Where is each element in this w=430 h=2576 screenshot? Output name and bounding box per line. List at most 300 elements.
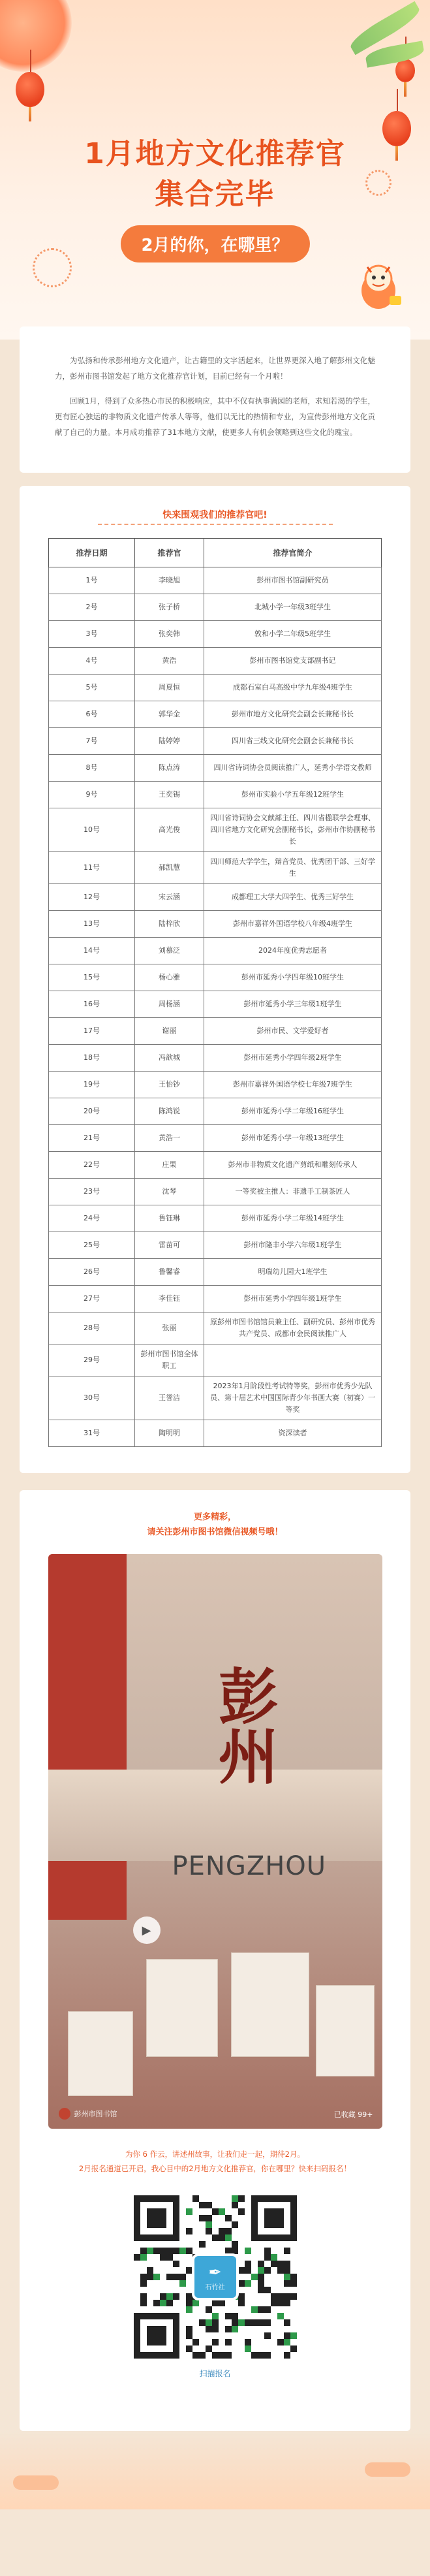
qr-module xyxy=(206,2221,212,2228)
qr-module xyxy=(153,2248,160,2254)
qr-module xyxy=(147,2248,153,2254)
video-english-text: PENGZHOU xyxy=(172,1851,327,1881)
column-header: 推荐日期 xyxy=(49,539,135,567)
qr-module xyxy=(258,2261,264,2267)
channel-avatar xyxy=(59,2108,70,2120)
table-row xyxy=(49,852,382,884)
qr-module xyxy=(232,2195,238,2202)
hero-banner xyxy=(0,0,430,340)
channel-name: 彭州市图书馆 xyxy=(74,2110,117,2118)
qr-module xyxy=(238,2208,245,2215)
qr-module xyxy=(192,2300,199,2306)
table-row xyxy=(49,782,382,808)
qr-logo xyxy=(192,2253,239,2300)
intro-cell: 彭州市延秀小学四年级1班学生 xyxy=(204,1286,382,1312)
qr-module xyxy=(212,2300,219,2306)
intro-cell: 一等奖被主推人：非遗手工制茶匠人 xyxy=(204,1179,382,1205)
table-row xyxy=(49,648,382,675)
recommender-cell: 鲁馨睿 xyxy=(135,1259,204,1286)
qr-module xyxy=(140,2254,147,2261)
dragon-mascot-icon xyxy=(353,258,404,311)
qr-module xyxy=(284,2332,290,2339)
date-cell: 23号 xyxy=(49,1179,135,1205)
recommender-cell: 郭华金 xyxy=(135,701,204,728)
intro-cell: 四川省诗词协会文献部主任、四川省楹联学会理事、四川省地方文化研究会副秘书长，彭州市作协副秘书长 xyxy=(204,808,382,852)
table-row xyxy=(49,991,382,1018)
qr-logo-text: 石竹社 xyxy=(205,2283,225,2291)
table-row xyxy=(49,1205,382,1232)
qr-module xyxy=(238,2293,245,2300)
table-row xyxy=(49,1344,382,1376)
table-row xyxy=(49,701,382,728)
intro-cell: 彭州市嘉祥外国语学校七年级7班学生 xyxy=(204,1072,382,1098)
table-body xyxy=(49,567,382,1447)
date-cell: 17号 xyxy=(49,1018,135,1045)
qr-module xyxy=(179,2248,186,2254)
date-cell: 1号 xyxy=(49,567,135,594)
book-decor xyxy=(146,1959,218,2057)
qr-module xyxy=(166,2300,173,2306)
table-row xyxy=(49,755,382,782)
qr-module xyxy=(219,2208,225,2215)
qr-module xyxy=(290,2274,297,2280)
qr-module xyxy=(225,2339,232,2345)
date-cell: 19号 xyxy=(49,1072,135,1098)
qr-module xyxy=(238,2280,245,2287)
cta-block xyxy=(46,2147,384,2176)
recommender-cell: 张奕韩 xyxy=(135,621,204,648)
qr-module xyxy=(290,2345,297,2352)
qr-module xyxy=(232,2319,238,2326)
qr-module xyxy=(284,2300,290,2306)
intro-cell: 彭州市延秀小学四年级2班学生 xyxy=(204,1045,382,1072)
qr-module xyxy=(206,2319,212,2326)
recommender-table-card xyxy=(20,486,410,1473)
qr-module xyxy=(199,2215,206,2221)
qr-module xyxy=(160,2300,166,2306)
red-banner-decor xyxy=(48,1554,127,1920)
qr-module xyxy=(186,2208,192,2215)
recommender-cell: 庄果 xyxy=(135,1152,204,1179)
qr-module xyxy=(238,2267,245,2274)
qr-module xyxy=(277,2313,284,2319)
recommender-cell: 雷苗可 xyxy=(135,1232,204,1259)
qr-module xyxy=(186,2326,192,2332)
qr-module xyxy=(258,2274,264,2280)
qr-module xyxy=(232,2313,238,2319)
table-row xyxy=(49,1259,382,1286)
intro-cell: 彭州市延秀小学四年级10班学生 xyxy=(204,964,382,991)
intro-cell: 彭州市隆丰小学六年级1班学生 xyxy=(204,1232,382,1259)
book-decor xyxy=(316,1985,375,2076)
qr-module xyxy=(245,2261,251,2267)
qr-module xyxy=(264,2332,271,2339)
recommender-cell: 王奕锡 xyxy=(135,782,204,808)
table-row xyxy=(49,938,382,964)
recommender-table xyxy=(48,538,382,1447)
qr-module xyxy=(212,2234,219,2241)
qr-module xyxy=(160,2293,166,2300)
video-likes: 已收藏 99+ xyxy=(333,2110,373,2119)
table-row xyxy=(49,884,382,911)
qr-module xyxy=(199,2202,206,2208)
qr-module xyxy=(258,2267,264,2274)
qr-module xyxy=(238,2300,245,2306)
qr-module xyxy=(284,2261,290,2267)
date-cell: 13号 xyxy=(49,911,135,938)
date-cell: 28号 xyxy=(49,1312,135,1344)
qr-module xyxy=(140,2293,147,2300)
recommender-cell: 李佳钰 xyxy=(135,1286,204,1312)
date-cell: 8号 xyxy=(49,755,135,782)
table-row xyxy=(49,964,382,991)
date-cell: 30号 xyxy=(49,1376,135,1420)
cloud-decor xyxy=(13,2475,59,2490)
qr-module xyxy=(232,2241,238,2248)
qr-module xyxy=(264,2319,271,2326)
more-title: 更多精彩， xyxy=(193,1512,236,1522)
qr-module xyxy=(264,2352,271,2359)
qr-module xyxy=(271,2293,277,2300)
intro-cell: 成都石室白马高级中学九年级4班学生 xyxy=(204,675,382,701)
table-header-row xyxy=(49,539,382,567)
qr-module xyxy=(258,2280,264,2287)
qr-module xyxy=(232,2221,238,2228)
recommender-cell: 李晓旭 xyxy=(135,567,204,594)
qr-module xyxy=(173,2274,179,2280)
feather-icon: ✒ xyxy=(208,2263,222,2282)
qr-module xyxy=(284,2339,290,2345)
qr-module xyxy=(140,2274,147,2280)
qr-module xyxy=(160,2254,166,2261)
intro-cell: 彭州市民、文学爱好者 xyxy=(204,1018,382,1045)
qr-module xyxy=(134,2254,140,2261)
intro-cell: 明瑞幼儿园大1班学生 xyxy=(204,1259,382,1286)
intro-cell: 彭州市非物质文化遗产剪纸和雕刻传承人 xyxy=(204,1152,382,1179)
qr-module xyxy=(258,2352,264,2359)
qr-module xyxy=(212,2352,219,2359)
qr-module xyxy=(245,2280,251,2287)
date-cell: 6号 xyxy=(49,701,135,728)
title-line-1: 1月地方文化推荐官 xyxy=(84,137,346,170)
qr-module xyxy=(284,2319,290,2326)
table-row xyxy=(49,567,382,594)
qr-module xyxy=(186,2248,192,2254)
date-cell: 18号 xyxy=(49,1045,135,1072)
intro-card xyxy=(20,326,410,473)
qr-module xyxy=(277,2261,284,2267)
date-cell: 21号 xyxy=(49,1125,135,1152)
play-icon: ▶ xyxy=(142,1923,151,1937)
qr-module xyxy=(232,2326,238,2332)
intro-cell: 彭州市地方文化研究会副会长兼秘书长 xyxy=(204,701,382,728)
qr-module xyxy=(206,2326,212,2332)
qr-module xyxy=(225,2215,232,2221)
firework-icon xyxy=(33,248,72,287)
intro-cell: 成都理工大学大四学生、优秀三好学生 xyxy=(204,884,382,911)
qr-module xyxy=(245,2248,251,2254)
qr-module xyxy=(251,2352,258,2359)
qr-module xyxy=(140,2300,147,2306)
video-player[interactable] xyxy=(48,1554,382,2129)
recommender-cell: 王誉洁 xyxy=(135,1376,204,1420)
cloud-decor xyxy=(365,2462,410,2477)
table-row xyxy=(49,1286,382,1312)
intro-cell: 彭州市图书馆副研究员 xyxy=(204,567,382,594)
table-row xyxy=(49,808,382,852)
recommender-cell: 刘慕泛 xyxy=(135,938,204,964)
qr-module xyxy=(284,2274,290,2280)
intro-cell: 彭州市延秀小学二年级16班学生 xyxy=(204,1098,382,1125)
qr-module xyxy=(264,2287,271,2293)
date-cell: 20号 xyxy=(49,1098,135,1125)
qr-module xyxy=(277,2300,284,2306)
intro-cell xyxy=(204,1344,382,1376)
date-cell: 4号 xyxy=(49,648,135,675)
intro-cell: 原彭州市图书馆馆员兼主任、副研究员、彭州市优秀共产党员、成都市金民阅读推广人 xyxy=(204,1312,382,1344)
date-cell: 15号 xyxy=(49,964,135,991)
qr-module xyxy=(166,2293,173,2300)
intro-cell: 2024年度优秀志愿者 xyxy=(204,938,382,964)
qr-module xyxy=(271,2300,277,2306)
subtitle-pill: 2月的你，在哪里？ xyxy=(120,225,309,262)
lantern-icon xyxy=(395,59,415,82)
recommender-cell: 张子桥 xyxy=(135,594,204,621)
table-row xyxy=(49,1420,382,1447)
qr-module xyxy=(206,2228,212,2234)
video-vertical-text: 彭州 xyxy=(208,1665,279,1785)
qr-module xyxy=(199,2319,206,2326)
qr-module xyxy=(179,2280,186,2287)
date-cell: 16号 xyxy=(49,991,135,1018)
column-header: 推荐官简介 xyxy=(204,539,382,567)
recommender-cell: 杨心雅 xyxy=(135,964,204,991)
qr-module xyxy=(186,2345,192,2352)
lantern-icon xyxy=(16,72,44,107)
recommender-cell: 黄浩一 xyxy=(135,1125,204,1152)
recommender-cell: 陈点涛 xyxy=(135,755,204,782)
recommender-cell: 冯歆城 xyxy=(135,1045,204,1072)
qr-module xyxy=(225,2234,232,2241)
table-row xyxy=(49,1125,382,1152)
qr-module xyxy=(192,2339,199,2345)
qr-module xyxy=(140,2248,147,2254)
qr-module xyxy=(186,2332,192,2339)
recommender-cell: 彭州市图书馆全体职工 xyxy=(135,1344,204,1376)
qr-module xyxy=(140,2280,147,2287)
qr-module xyxy=(219,2300,225,2306)
date-cell: 24号 xyxy=(49,1205,135,1232)
qr-module xyxy=(290,2332,297,2339)
qr-module xyxy=(166,2254,173,2261)
qr-module xyxy=(186,2293,192,2300)
recommender-cell: 陆婷婷 xyxy=(135,728,204,755)
qr-module xyxy=(212,2319,219,2326)
table-row xyxy=(49,675,382,701)
date-cell: 22号 xyxy=(49,1152,135,1179)
video-card xyxy=(20,1490,410,2431)
qr-module xyxy=(206,2345,212,2352)
qr-module xyxy=(290,2293,297,2300)
qr-module xyxy=(179,2274,186,2280)
qr-module xyxy=(192,2195,199,2202)
date-cell: 31号 xyxy=(49,1420,135,1447)
recommender-cell: 周杨涵 xyxy=(135,991,204,1018)
recommender-cell: 谢丽 xyxy=(135,1018,204,1045)
qr-module xyxy=(251,2274,258,2280)
qr-module xyxy=(206,2306,212,2313)
book-decor xyxy=(68,2011,133,2096)
date-cell: 27号 xyxy=(49,1286,135,1312)
date-cell: 26号 xyxy=(49,1259,135,1286)
date-cell: 9号 xyxy=(49,782,135,808)
qr-module xyxy=(212,2326,219,2332)
recommender-cell: 王怡钞 xyxy=(135,1072,204,1098)
qr-module xyxy=(238,2319,245,2326)
qr-module xyxy=(245,2339,251,2345)
date-cell: 14号 xyxy=(49,938,135,964)
play-button[interactable] xyxy=(133,1916,161,1944)
intro-cell: 四川省三线文化研究会副会长兼秘书长 xyxy=(204,728,382,755)
qr-module xyxy=(147,2267,153,2274)
qr-module xyxy=(258,2319,264,2326)
qr-module xyxy=(219,2228,225,2234)
book-decor xyxy=(231,1952,309,2057)
intro-paragraph-2: 回顾1月，得到了众多热心市民的积极响应，其中不仅有执事满园的老师，求知若渴的学生，更有匠心独运的非物质文化遗产传承人等等，他们以无比的热情和专业，为宣传彭州地方文化贡献了自己的力量。本月成功推荐了31本地方文献，使更多人有机会领略到这些文化的瑰宝。 xyxy=(55,396,375,437)
qr-module xyxy=(212,2313,219,2319)
qr-module xyxy=(271,2261,277,2267)
qr-module xyxy=(277,2293,284,2300)
qr-module xyxy=(264,2248,271,2254)
qr-module xyxy=(186,2300,192,2306)
recommender-cell: 沈琴 xyxy=(135,1179,204,1205)
table-row xyxy=(49,594,382,621)
qr-module xyxy=(147,2274,153,2280)
qr-module xyxy=(258,2287,264,2293)
date-cell: 3号 xyxy=(49,621,135,648)
recommender-cell: 郝凯慧 xyxy=(135,852,204,884)
qr-finder xyxy=(264,2208,284,2228)
qr-module xyxy=(212,2208,219,2215)
intro-cell: 资深读者 xyxy=(204,1420,382,1447)
qr-module xyxy=(251,2306,258,2313)
qr-code[interactable] xyxy=(134,2195,297,2359)
title-line-2: 集合完毕 xyxy=(155,178,275,211)
qr-module xyxy=(199,2352,206,2359)
more-subtitle: 请关注彭州市图书馆微信视频号哦！ xyxy=(147,1527,283,1537)
qr-module xyxy=(186,2228,192,2234)
qr-module xyxy=(245,2345,251,2352)
qr-module xyxy=(264,2267,271,2274)
qr-module xyxy=(238,2195,245,2202)
qr-module xyxy=(277,2339,284,2345)
page-title xyxy=(0,134,430,215)
qr-module xyxy=(245,2267,251,2274)
column-header: 推荐官 xyxy=(135,539,204,567)
qr-module xyxy=(192,2352,199,2359)
intro-cell: 四川师范大学学生，辩音党员、优秀团干部、三好学生 xyxy=(204,852,382,884)
recommender-cell: 陈鸿锐 xyxy=(135,1098,204,1125)
recommender-cell: 陶明明 xyxy=(135,1420,204,1447)
qr-caption: 扫描报名 xyxy=(199,2369,231,2378)
qr-module xyxy=(173,2293,179,2300)
intro-paragraph-1: 为弘扬和传承彭州地方文化遗产，让古籍里的文字活起来，让世界更深入地了解彭州文化魅力，彭州市图书馆发起了地方文化推荐官计划，目前已经有一个月啦！ xyxy=(55,356,375,381)
date-cell: 5号 xyxy=(49,675,135,701)
intro-cell: 彭州市嘉祥外国语学校八年级4班学生 xyxy=(204,911,382,938)
qr-module xyxy=(173,2261,179,2267)
table-row xyxy=(49,1312,382,1344)
qr-module xyxy=(186,2306,192,2313)
table-row xyxy=(49,728,382,755)
date-cell: 11号 xyxy=(49,852,135,884)
recommender-cell: 黄浩 xyxy=(135,648,204,675)
video-channel[interactable] xyxy=(59,2108,117,2120)
qr-module xyxy=(284,2280,290,2287)
table-row xyxy=(49,1232,382,1259)
qr-module xyxy=(219,2234,225,2241)
table-row xyxy=(49,621,382,648)
intro-cell: 彭州市延秀小学三年级1班学生 xyxy=(204,991,382,1018)
table-row xyxy=(49,911,382,938)
intro-cell: 彭州市延秀小学一年级13班学生 xyxy=(204,1125,382,1152)
qr-module xyxy=(225,2228,232,2234)
intro-cell: 2023年1月阶段性考试特等奖，彭州市优秀少先队员、第十届艺术中国国际青少年书画大赛（初赛）一等奖 xyxy=(204,1376,382,1420)
leaf-decor xyxy=(364,40,425,67)
date-cell: 10号 xyxy=(49,808,135,852)
qr-module xyxy=(284,2248,290,2254)
cta-line-1: 为你 6 作云，讲述州故事，让我们走一起，期待2月。 xyxy=(125,2150,305,2159)
qr-module xyxy=(290,2280,297,2287)
table-row xyxy=(49,1018,382,1045)
qr-module xyxy=(258,2306,264,2313)
footer-decor xyxy=(0,2431,430,2509)
qr-module xyxy=(160,2248,166,2254)
recommender-cell: 宋云涵 xyxy=(135,884,204,911)
qr-module xyxy=(212,2339,219,2345)
date-cell: 12号 xyxy=(49,884,135,911)
table-heading: 快来围观我们的推荐官吧! xyxy=(98,508,333,525)
sun-decor xyxy=(0,0,72,72)
intro-cell: 敦和小学二年级5班学生 xyxy=(204,621,382,648)
qr-module xyxy=(153,2300,160,2306)
qr-module xyxy=(225,2352,232,2359)
qr-module xyxy=(264,2254,271,2261)
qr-module xyxy=(166,2274,173,2280)
date-cell: 25号 xyxy=(49,1232,135,1259)
qr-module xyxy=(284,2352,290,2359)
recommender-cell: 陆梓欣 xyxy=(135,911,204,938)
qr-module xyxy=(225,2326,232,2332)
date-cell: 7号 xyxy=(49,728,135,755)
qr-module xyxy=(219,2352,225,2359)
intro-cell: 北城小学一年级3班学生 xyxy=(204,594,382,621)
table-row xyxy=(49,1376,382,1420)
qr-module xyxy=(245,2319,251,2326)
date-cell: 2号 xyxy=(49,594,135,621)
recommender-cell: 周夏恒 xyxy=(135,675,204,701)
qr-module xyxy=(251,2319,258,2326)
qr-module xyxy=(271,2254,277,2261)
qr-module xyxy=(225,2313,232,2319)
intro-cell: 彭州市实验小学五年级12班学生 xyxy=(204,782,382,808)
qr-module xyxy=(277,2267,284,2274)
table-row xyxy=(49,1072,382,1098)
qr-module xyxy=(206,2202,212,2208)
qr-module xyxy=(173,2248,179,2254)
qr-module xyxy=(284,2293,290,2300)
qr-finder xyxy=(147,2326,166,2345)
table-row xyxy=(49,1098,382,1125)
